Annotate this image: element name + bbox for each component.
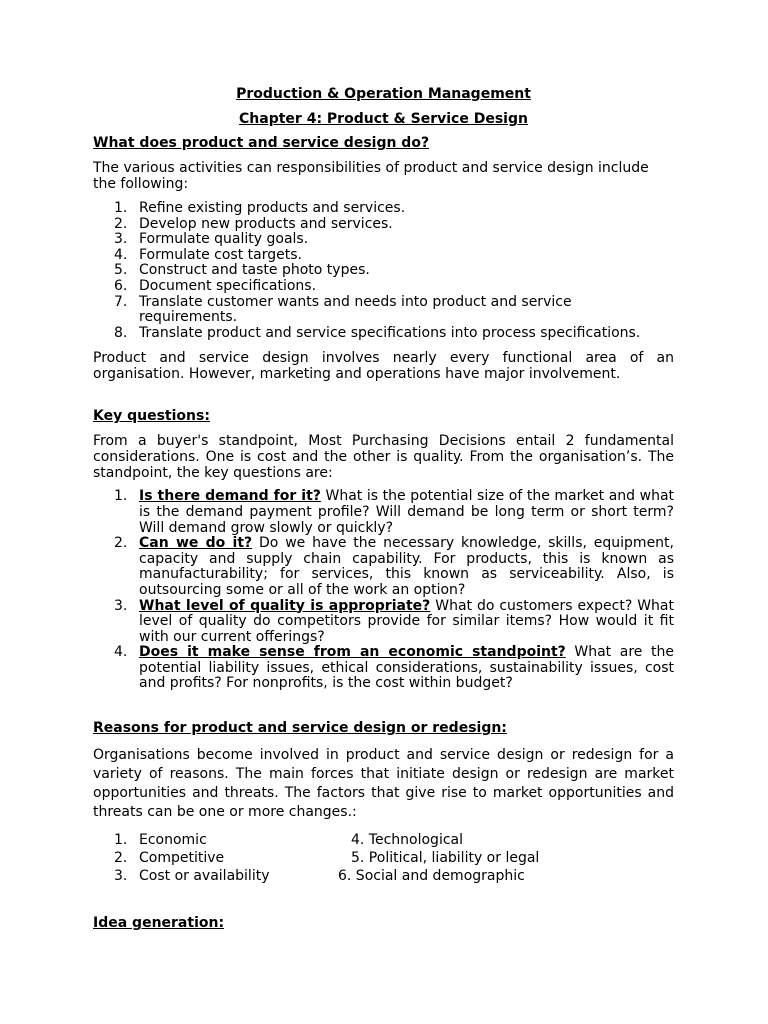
section-closing-design: Product and service design involves nearly every functional area of an organisation. However, marketing and operations have major involvement.	[93, 350, 674, 383]
list-item: 6. Document specifications.	[114, 277, 317, 294]
list-item: 5. Construct and taste photo types.	[114, 262, 370, 279]
list-item: 1. Is there demand for it? What is the potential size of the market and what is the demand payment profile? Will demand be long term or short term? Will demand grow slowly or quickly?	[114, 488, 675, 536]
chapter-title: Chapter 4: Product & Service Design	[239, 111, 528, 127]
list-item: 3. What level of quality is appropriate? What do customers expect? What level of quality do competitors provide for similar items? How would it fit with our current offerings?	[114, 597, 674, 645]
section-heading-reasons: Reasons for product and service design or redesign:	[93, 720, 507, 737]
list-item: 4. Formulate cost targets.	[114, 246, 302, 263]
list-item: 1. Refine existing products and services.	[114, 200, 406, 216]
key-questions-list	[93, 489, 674, 692]
list-item: 8. Translate product and service specifications into process specifications.	[114, 324, 641, 341]
document-title: Production & Operation Management	[236, 86, 531, 102]
reasons-two-column-list: 1. Economic 4. Technological 2. Competitive 5. Political, liability or legal 3. Cost or availability 6. Social and demographic	[114, 832, 540, 885]
section-heading-design: What does product and service design do?	[93, 135, 430, 151]
section-heading-key-questions: Key questions:	[93, 408, 210, 425]
list-item: 3. Formulate quality goals.	[114, 231, 309, 248]
list-item: 2. Develop new products and services.	[114, 215, 393, 232]
section-intro-key-questions: From a buyer's standpoint, Most Purchasing Decisions entail 2 fundamental considerations. One is cost and the other is quality. From the organisation’s. The standpoint, the key questions are:	[93, 433, 674, 482]
list-item: 2. Can we do it? Do we have the necessary knowledge, skills, equipment, capacity and supply chain capability. For products, this is known as manufacturability; for services, this known as serviceability. Also, is outsourcing some or all of the work an option?	[114, 535, 674, 598]
section-intro-reasons: Organisations become involved in product and service design or redesign for a variety of reasons. The main forces that initiate design or redesign are market opportunities and threats. The factors that give rise to market opportunities and threats can be one or more changes.:	[93, 747, 674, 821]
list-item: 7. Translate customer wants and needs into product and service requirements.	[114, 293, 572, 326]
list-item: 4. Does it make sense from an economic standpoint? What are the potential liability issues, ethical considerations, sustainability issues, cost and profits? For nonprofits, is the cost within budget?	[114, 644, 674, 692]
design-activities-list	[93, 201, 674, 341]
section-heading-idea-generation: Idea generation:	[93, 915, 225, 932]
section-intro-design: The various activities can responsibilities of product and service design include the following:	[93, 160, 649, 192]
